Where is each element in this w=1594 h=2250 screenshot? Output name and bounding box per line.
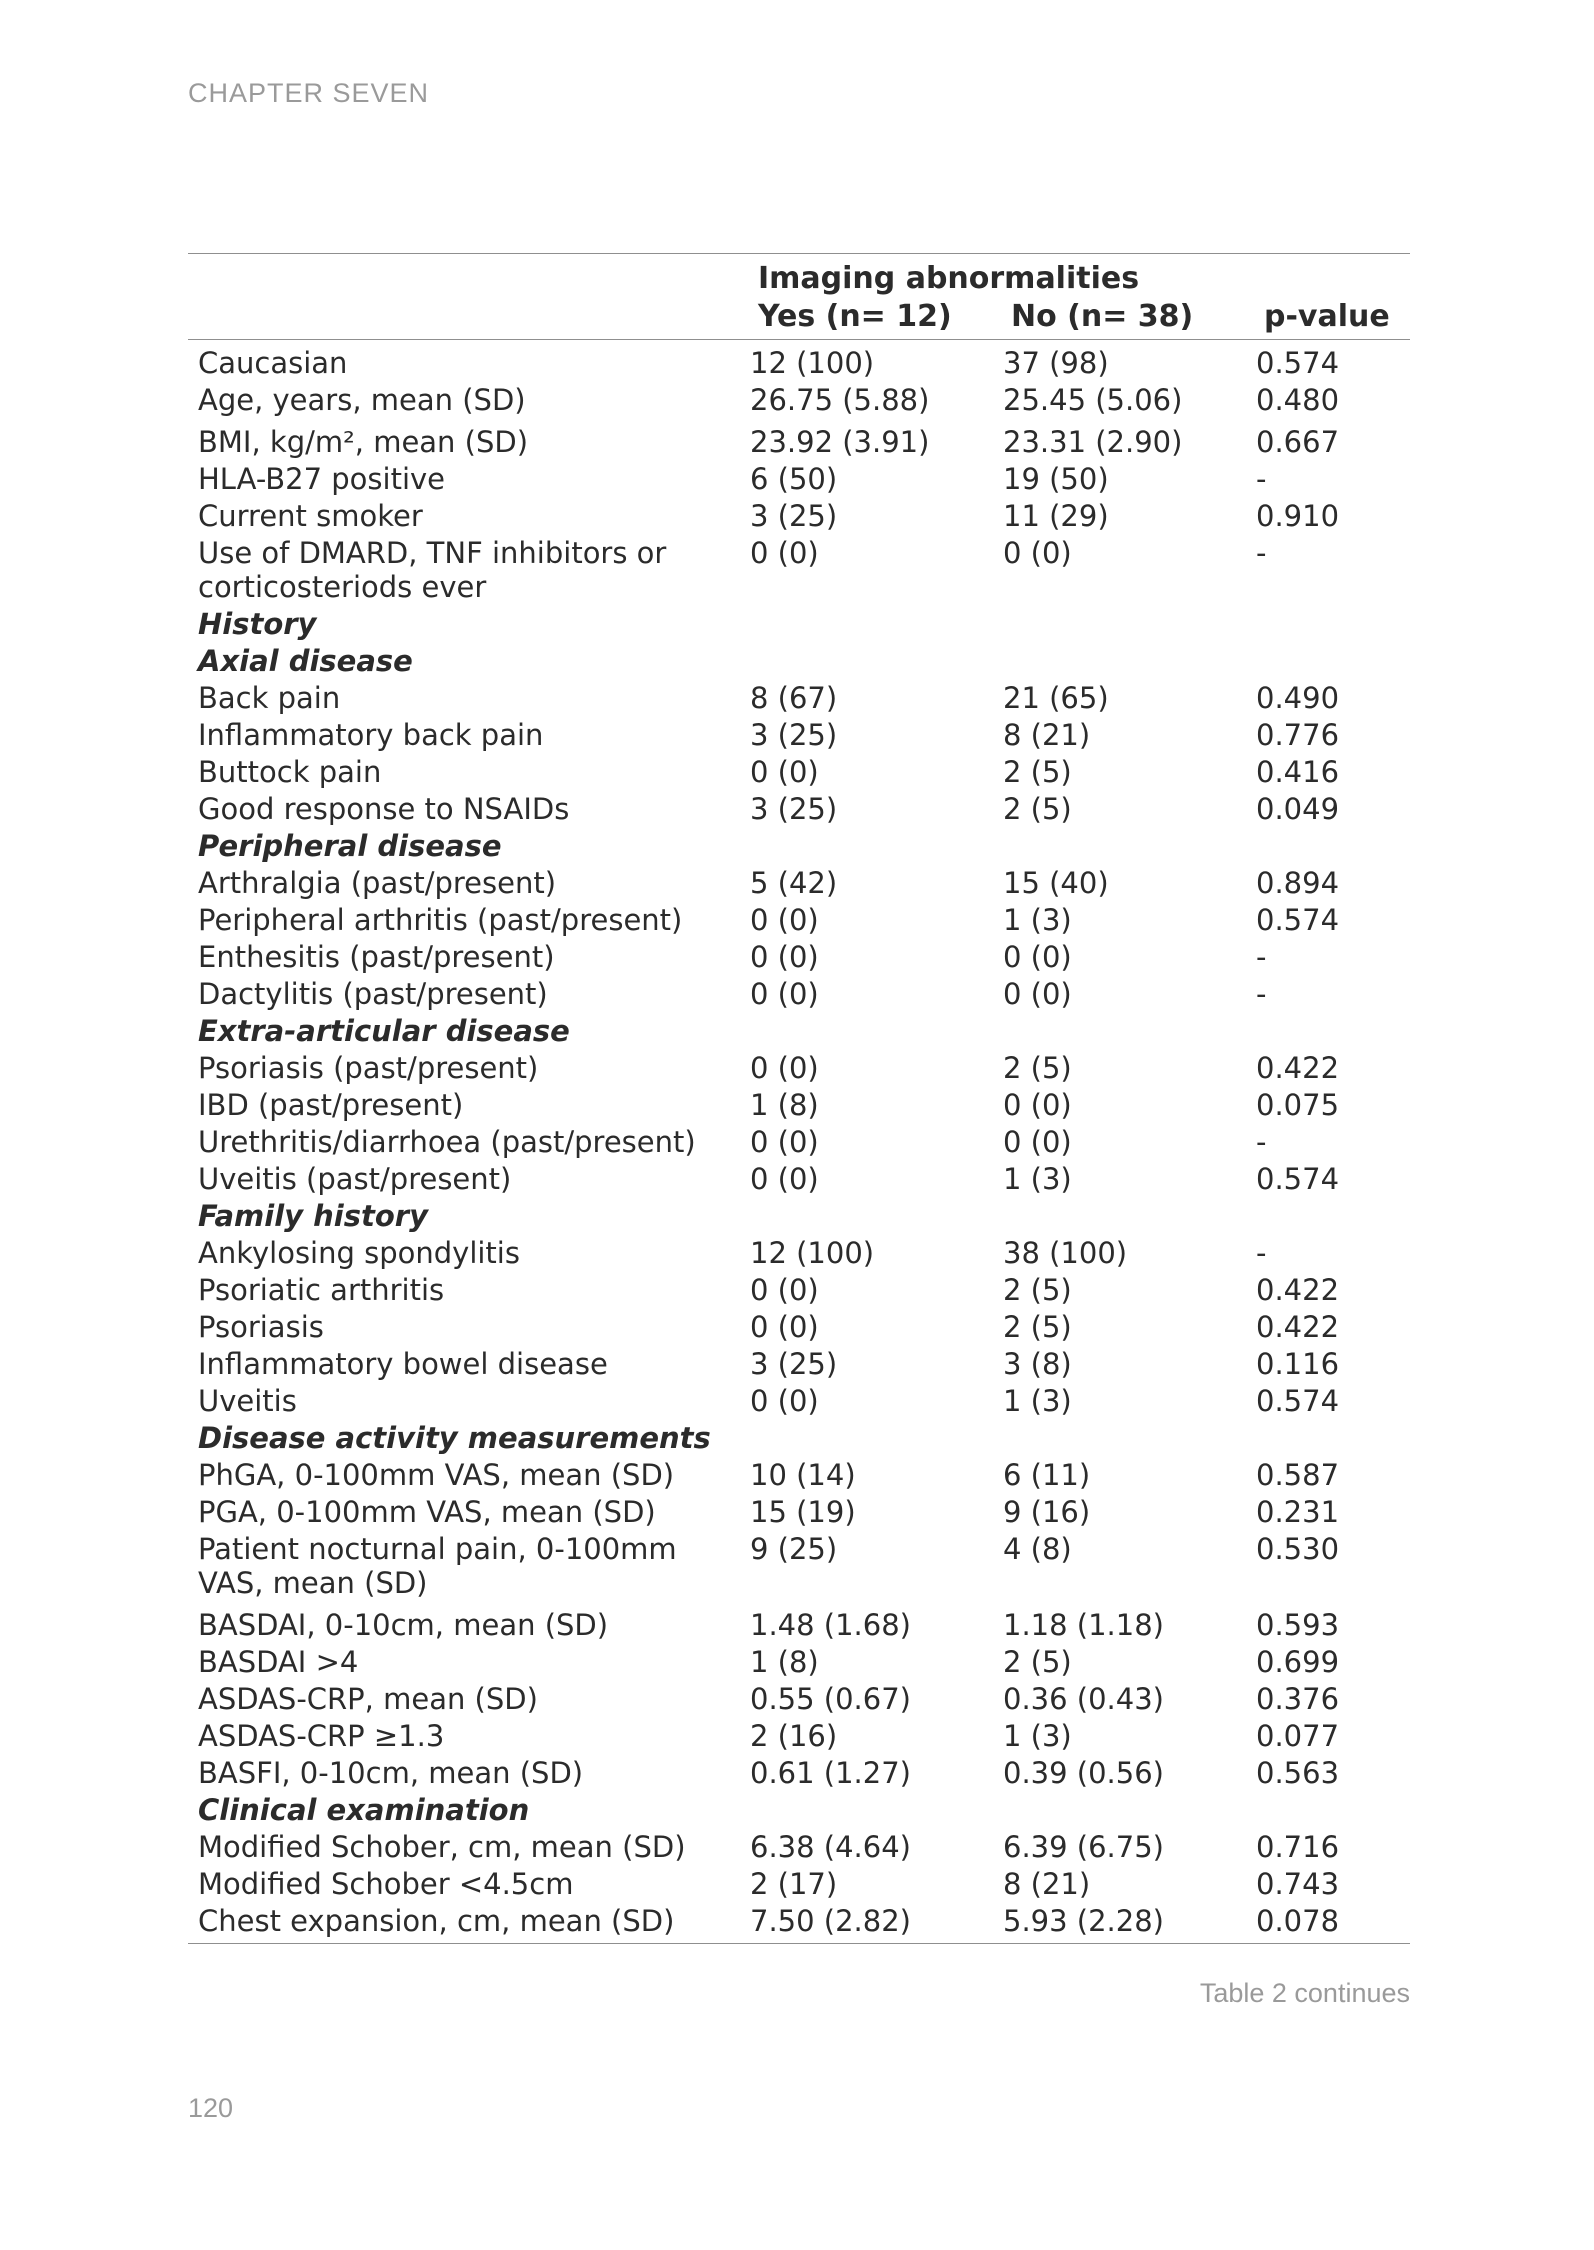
cell-yes: 9 (25) [750,1532,838,1566]
baseline-table [188,253,1410,2008]
cell-yes: 3 (25) [750,792,838,826]
cell-no: 0.36 (0.43) [1003,1682,1164,1716]
table-bottom-rule [188,1943,1410,1944]
table-row [188,1532,1410,1600]
cell-yes: 1 (8) [750,1645,819,1679]
section-heading-row [188,644,1410,678]
section-heading: Clinical examination [198,1793,530,1827]
cell-p-value: - [1256,462,1267,496]
row-label: Chest expansion, cm, mean (SD) [198,1904,675,1938]
table-row [188,1719,1410,1753]
cell-no: 11 (29) [1003,499,1109,533]
cell-no: 37 (98) [1003,346,1109,380]
row-label: Inflammatory back pain [198,718,544,752]
cell-p-value: 0.376 [1256,1682,1340,1716]
row-label: PhGA, 0-100mm VAS, mean (SD) [198,1458,675,1492]
cell-p-value: 0.574 [1256,1162,1340,1196]
table-row [188,1125,1410,1159]
cell-no: 4 (8) [1003,1532,1072,1566]
row-label: Buttock pain [198,755,382,789]
table-row [188,940,1410,974]
row-label: Current smoker [198,499,423,533]
running-head: CHAPTER SEVEN [188,78,430,108]
cell-no: 0 (0) [1003,536,1072,570]
table-row [188,346,1410,380]
row-label: Peripheral arthritis (past/present) [198,903,683,937]
cell-yes: 0 (0) [750,1125,819,1159]
cell-no: 2 (5) [1003,1051,1072,1085]
cell-no: 6 (11) [1003,1458,1091,1492]
table-row [188,462,1410,496]
cell-no: 1 (3) [1003,1719,1072,1753]
cell-no: 1 (3) [1003,1162,1072,1196]
cell-no: 2 (5) [1003,1645,1072,1679]
cell-no: 23.31 (2.90) [1003,425,1183,459]
cell-yes: 3 (25) [750,1347,838,1381]
cell-no: 2 (5) [1003,1310,1072,1344]
table-row [188,903,1410,937]
cell-p-value: 0.776 [1256,718,1340,752]
row-label: Arthralgia (past/present) [198,866,557,900]
table-row [188,1830,1410,1864]
cell-no: 5.93 (2.28) [1003,1904,1164,1938]
row-label: PGA, 0-100mm VAS, mean (SD) [198,1495,656,1529]
cell-p-value: 0.894 [1256,866,1340,900]
table-row [188,681,1410,715]
table-row [188,1608,1410,1642]
cell-p-value: 0.422 [1256,1051,1340,1085]
table-row [188,1236,1410,1270]
row-label: BMI, kg/m², mean (SD) [198,425,529,459]
cell-p-value: 0.116 [1256,1347,1340,1381]
table-row [188,1682,1410,1716]
section-heading-row [188,1199,1410,1233]
section-heading: Disease activity measurements [198,1421,711,1455]
cell-no: 0 (0) [1003,940,1072,974]
cell-no: 25.45 (5.06) [1003,383,1183,417]
cell-p-value: 0.574 [1256,346,1340,380]
table-row [188,425,1410,459]
cell-p-value: 0.422 [1256,1310,1340,1344]
table-row [188,1756,1410,1790]
cell-p-value: 0.743 [1256,1867,1340,1901]
row-label: Enthesitis (past/present) [198,940,555,974]
table-row [188,1384,1410,1418]
cell-no: 1 (3) [1003,1384,1072,1418]
table-continues-note: Table 2 continues [1199,1978,1410,2008]
cell-no: 0 (0) [1003,1088,1072,1122]
table-row [188,1645,1410,1679]
cell-yes: 2 (17) [750,1867,838,1901]
cell-p-value: - [1256,1125,1267,1159]
cell-no: 15 (40) [1003,866,1109,900]
cell-p-value: - [1256,536,1267,570]
table-row [188,792,1410,826]
table-row [188,1088,1410,1122]
section-heading-row [188,829,1410,863]
section-heading-row [188,1014,1410,1048]
cell-yes: 0 (0) [750,903,819,937]
column-header-yes: Yes (n= 12) [758,299,952,334]
table-row [188,1347,1410,1381]
row-label: BASDAI >4 [198,1645,359,1679]
row-label: Ankylosing spondylitis [198,1236,520,1270]
cell-p-value: 0.075 [1256,1088,1340,1122]
cell-no: 2 (5) [1003,792,1072,826]
cell-no: 2 (5) [1003,755,1072,789]
row-label: Age, years, mean (SD) [198,383,526,417]
cell-p-value: 0.563 [1256,1756,1340,1790]
cell-p-value: - [1256,940,1267,974]
section-heading: History [198,607,317,641]
cell-yes: 0 (0) [750,1273,819,1307]
row-label: Use of DMARD, TNF inhibitors or corticosteriods ever [198,536,667,604]
table-row [188,1162,1410,1196]
row-label: Psoriatic arthritis [198,1273,445,1307]
cell-yes: 26.75 (5.88) [750,383,930,417]
table-row [188,1867,1410,1901]
cell-yes: 0.55 (0.67) [750,1682,911,1716]
cell-no: 8 (21) [1003,718,1091,752]
table-row [188,755,1410,789]
cell-yes: 15 (19) [750,1495,856,1529]
table-header [188,254,1410,339]
cell-yes: 0 (0) [750,1384,819,1418]
row-label: ASDAS-CRP, mean (SD) [198,1682,538,1716]
row-label: ASDAS-CRP ≥1.3 [198,1719,445,1753]
table-row [188,499,1410,533]
table-row [188,866,1410,900]
cell-no: 3 (8) [1003,1347,1072,1381]
column-header-no: No (n= 38) [1011,299,1194,334]
row-label: Psoriasis (past/present) [198,1051,539,1085]
cell-p-value: 0.574 [1256,1384,1340,1418]
column-header-p-value: p-value [1264,299,1390,334]
row-label: Caucasian [198,346,348,380]
cell-no: 9 (16) [1003,1495,1091,1529]
section-heading-row [188,1421,1410,1455]
row-label: Uveitis [198,1384,297,1418]
row-label: Back pain [198,681,341,715]
cell-p-value: 0.587 [1256,1458,1340,1492]
table-body [188,340,1410,1943]
cell-yes: 0 (0) [750,940,819,974]
row-label: Modified Schober, cm, mean (SD) [198,1830,686,1864]
row-label: BASDAI, 0-10cm, mean (SD) [198,1608,609,1642]
row-label: Modified Schober <4.5cm [198,1867,574,1901]
cell-yes: 0 (0) [750,1310,819,1344]
table-row [188,1495,1410,1529]
cell-yes: 8 (67) [750,681,838,715]
table-row [188,1458,1410,1492]
cell-yes: 0 (0) [750,1162,819,1196]
table-row [188,383,1410,417]
cell-yes: 10 (14) [750,1458,856,1492]
cell-yes: 12 (100) [750,346,875,380]
cell-yes: 5 (42) [750,866,838,900]
cell-yes: 0.61 (1.27) [750,1756,911,1790]
cell-no: 19 (50) [1003,462,1109,496]
cell-p-value: 0.077 [1256,1719,1340,1753]
row-label: Good response to NSAIDs [198,792,570,826]
cell-p-value: 0.716 [1256,1830,1340,1864]
section-heading: Peripheral disease [198,829,502,863]
table-row [188,1904,1410,1938]
cell-yes: 2 (16) [750,1719,838,1753]
row-label: IBD (past/present) [198,1088,464,1122]
table-row [188,977,1410,1011]
cell-yes: 0 (0) [750,977,819,1011]
cell-yes: 23.92 (3.91) [750,425,930,459]
cell-yes: 3 (25) [750,499,838,533]
table-row [188,536,1410,604]
row-label: Urethritis/diarrhoea (past/present) [198,1125,696,1159]
cell-p-value: 0.422 [1256,1273,1340,1307]
cell-p-value: 0.530 [1256,1532,1340,1566]
cell-yes: 1.48 (1.68) [750,1608,911,1642]
cell-p-value: 0.049 [1256,792,1340,826]
cell-p-value: - [1256,977,1267,1011]
section-heading-row [188,607,1410,641]
cell-yes: 6.38 (4.64) [750,1830,911,1864]
cell-no: 2 (5) [1003,1273,1072,1307]
cell-no: 8 (21) [1003,1867,1091,1901]
row-label: Inflammatory bowel disease [198,1347,608,1381]
group-header: Imaging abnormalities [758,261,1140,296]
section-heading: Family history [198,1199,428,1233]
cell-yes: 7.50 (2.82) [750,1904,911,1938]
cell-p-value: 0.416 [1256,755,1340,789]
cell-p-value: 0.480 [1256,383,1340,417]
cell-p-value: - [1256,1236,1267,1270]
cell-p-value: 0.574 [1256,903,1340,937]
page-number: 120 [188,2093,234,2123]
table-row [188,1051,1410,1085]
section-heading: Axial disease [198,644,413,678]
cell-yes: 0 (0) [750,536,819,570]
cell-yes: 0 (0) [750,1051,819,1085]
cell-no: 1.18 (1.18) [1003,1608,1164,1642]
cell-p-value: 0.667 [1256,425,1340,459]
cell-p-value: 0.910 [1256,499,1340,533]
cell-no: 0 (0) [1003,977,1072,1011]
cell-p-value: 0.490 [1256,681,1340,715]
cell-p-value: 0.078 [1256,1904,1340,1938]
row-label: Uveitis (past/present) [198,1162,512,1196]
cell-no: 21 (65) [1003,681,1109,715]
table-row [188,718,1410,752]
cell-yes: 1 (8) [750,1088,819,1122]
cell-no: 38 (100) [1003,1236,1128,1270]
row-label: Dactylitis (past/present) [198,977,548,1011]
cell-no: 1 (3) [1003,903,1072,937]
table-row [188,1310,1410,1344]
section-heading: Extra-articular disease [198,1014,570,1048]
cell-p-value: 0.231 [1256,1495,1340,1529]
cell-yes: 3 (25) [750,718,838,752]
row-label: BASFI, 0-10cm, mean (SD) [198,1756,584,1790]
cell-no: 6.39 (6.75) [1003,1830,1164,1864]
cell-yes: 6 (50) [750,462,838,496]
row-label: HLA-B27 positive [198,462,446,496]
cell-yes: 0 (0) [750,755,819,789]
row-label: Patient nocturnal pain, 0-100mm VAS, mean (SD) [198,1532,677,1600]
section-heading-row [188,1793,1410,1827]
cell-no: 0 (0) [1003,1125,1072,1159]
cell-no: 0.39 (0.56) [1003,1756,1164,1790]
cell-p-value: 0.593 [1256,1608,1340,1642]
row-label: Psoriasis [198,1310,324,1344]
table-row [188,1273,1410,1307]
cell-yes: 12 (100) [750,1236,875,1270]
cell-p-value: 0.699 [1256,1645,1340,1679]
